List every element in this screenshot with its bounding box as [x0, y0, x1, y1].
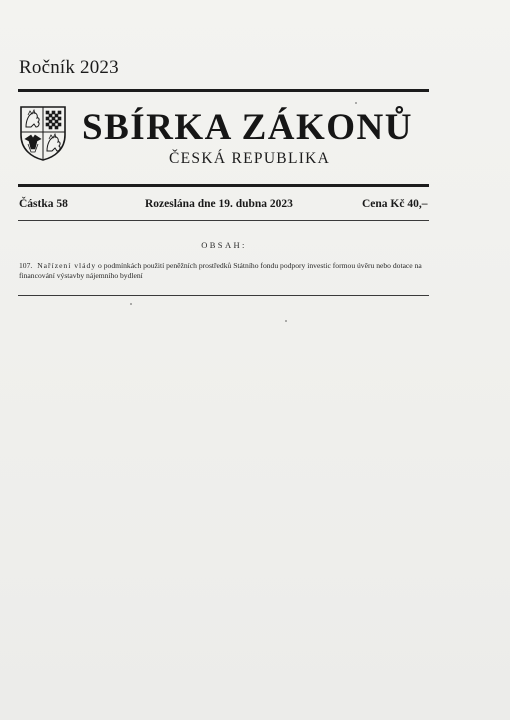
issue-price: Cena Kč 40,–	[362, 198, 428, 210]
issue-part: Částka 58	[19, 198, 68, 210]
gazette-title: SBÍRKA ZÁKONŮ	[82, 107, 413, 148]
czech-coat-of-arms-icon	[19, 105, 67, 162]
country-name: ČESKÁ REPUBLIKA	[169, 150, 331, 167]
entry-number: 107.	[19, 261, 33, 270]
top-rule	[18, 89, 429, 92]
paper-speck	[130, 303, 132, 305]
paper-speck	[355, 102, 357, 104]
entry-type: Nařízení vlády	[37, 261, 97, 270]
entry-title: o podmínkách použití peněžních prostředků Státního fondu podpory investic formou úvěru nebo dotace na financování výstavby nájemního bydlení	[19, 261, 422, 281]
contents-entry	[19, 261, 433, 282]
contents-bottom-rule	[18, 295, 429, 296]
meta-bottom-rule	[18, 220, 429, 221]
header-bottom-rule	[18, 184, 429, 187]
issue-distribution-date: Rozeslána dne 19. dubna 2023	[145, 198, 293, 210]
paper-speck	[285, 320, 287, 322]
contents-heading: OBSAH:	[201, 240, 247, 250]
volume-year: Ročník 2023	[19, 57, 119, 78]
